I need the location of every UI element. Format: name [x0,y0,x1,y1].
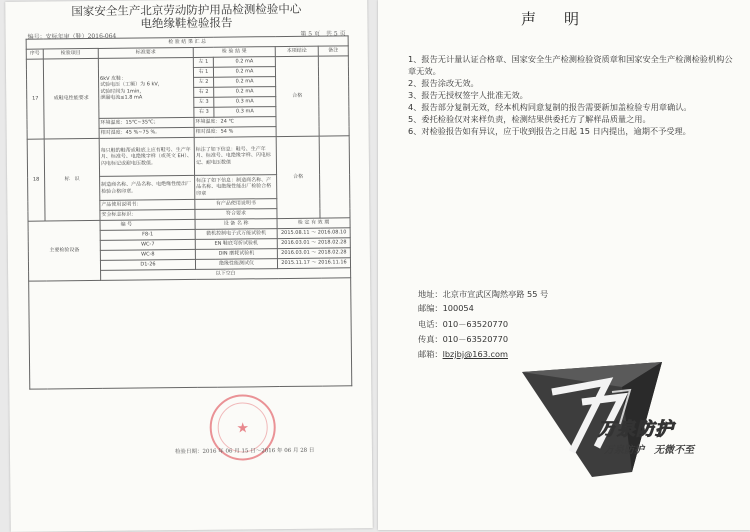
address: 地址：北京市宣武区陶然亭路 55 号 [418,289,549,299]
declaration-item: 5、委托检验仅对来样负责，检测结果供委托方了解样品质量之用。 [408,114,651,124]
equip-validity: 2015.11.17 ～ 2016.11.16 [277,258,350,269]
page-number: 第 5 页 共 5 页 [300,30,346,38]
declaration-item: 1、报告无计量认证合格章、国家安全生产检测检验资质章和国家安全生产检测检验机构公章无效。 [408,54,733,76]
report-page [5,0,373,532]
remark [318,56,349,136]
equip-name: DIN 磨耗试验机 [195,249,277,260]
manual-value: 有产品使用说明书 [195,199,277,210]
report-number: 编号：安标年审（鞋）2016-064 [27,32,117,41]
sample-value: 0.2 mA [213,57,275,68]
sample-label: 左 2 [194,77,214,87]
equip-header: 编 号 [100,219,195,230]
col-header: 标准要求 [98,47,193,58]
equip-code: D1-26 [100,259,195,270]
sample-value: 0.2 mA [214,87,276,98]
test-dates: 检验日期：2016 年 06 月 15 日～2016 年 06 月 28 日 [174,447,315,456]
declaration-title: 声明 [520,10,607,28]
env-hum-val: 相对湿度：54 % [194,127,276,138]
declaration-page [378,0,750,530]
equip-name: 微机控制电子式万能试验机 [195,229,277,240]
report-title: 电绝缘鞋检验报告 [140,15,233,31]
brand-name: 万泉防护 [598,419,674,440]
equip-code: F8-1 [100,229,195,240]
conclusion: 合格 [275,56,319,136]
phone: 电话：010－63520770 [418,319,509,329]
conclusion: 合格 [276,136,320,218]
summary-table [26,35,353,389]
declaration-item: 6、对检验报告如有异议，应于收到报告之日起 15 日内提出，逾期不予受理。 [408,126,691,136]
equip-validity: 2016.03.01 ～ 2018.02.28 [277,248,350,259]
mark-requirement: 制造商名称、产品名称、电绝缘性能出厂检验合格印章。 [100,175,195,200]
equip-header: 设 备 名 称 [195,219,277,230]
blank-area [29,278,352,389]
sample-value: 0.2 mA [213,67,275,78]
test-item: 标 识 [44,138,100,221]
sample-value: 0.3 mA [214,97,276,108]
sample-label: 左 3 [194,97,214,107]
declaration-item: 3、报告无授权签字人批准无效。 [408,90,528,100]
email-prefix: 邮箱： [418,349,443,359]
sample-label: 右 3 [194,107,214,117]
declaration-item: 4、报告部分复制无效，经本机构同意复制的报告需要新加盖检验专用章确认。 [408,102,692,112]
fax: 传真：010－63520770 [418,334,509,344]
equipment-label: 主要检验设备 [28,220,101,281]
remark [319,136,350,218]
org-title: 国家安全生产北京劳动防护用品检测检验中心 [71,1,302,19]
mark-requirement: 每只鞋的鞋帮或鞋底上应有鞋号、生产年月、标准号、电绝缘字样（或英文 EH）、闪电标记或耐电压数值。 [99,137,194,176]
mark-result: 标注了如下信息：鞋号、生产年月、标准号、电绝缘字样、闪电标记、耐电压数值 [194,137,276,176]
brand-slogan: 万泉防护 无微不至 [604,445,694,456]
row-number: 18 [27,139,45,221]
sample-label: 左 1 [193,57,213,67]
col-header: 备注 [318,46,348,56]
declaration-item: 2、报告涂改无效。 [408,78,479,88]
declaration-list [408,53,738,137]
equip-name: 绝缘性能测试仪 [195,259,277,270]
equip-code: WC-7 [100,239,195,250]
mark-result: 标注了如下信息：制造商名称、产品名称、电绝缘性能出厂检验合格印章 [195,175,277,200]
equip-code: WC-8 [100,249,195,260]
sample-label: 右 1 [193,67,213,77]
blank-below: 以下空白 [101,268,351,281]
env-hum-req: 相对湿度：45 %~75 %。 [99,127,194,138]
env-temp-val: 环境温度：24 ℃ [194,117,276,128]
env-temp-req: 环境温度：15℃~35℃； [99,117,194,128]
row-number: 17 [26,59,44,139]
manual-label: 产品使用说明书： [100,199,195,210]
col-header: 本项结论 [275,46,318,56]
requirement-text: 6kV 皮鞋： 试验电压（工频）为 6 kV， 试验时间为 1min， 泄漏电流≤1.8 mA [98,57,194,118]
col-header: 检 验 结 果 [193,47,275,58]
sample-value: 0.2 mA [214,77,276,88]
sample-value: 0.3 mA [214,107,276,118]
postcode: 邮编：100054 [418,303,474,313]
official-seal: ★ [209,394,276,461]
safety-mark-label: 安全标志标识： [100,209,195,220]
sample-label: 右 2 [194,87,214,97]
equip-name: EN 鞋底弯折试验机 [195,239,277,250]
col-header: 序号 [26,49,43,59]
equip-validity: 2016.03.01 ～ 2018.02.28 [277,238,350,249]
summary-header: 检 验 结 果 汇 总 [26,36,348,49]
email-row [418,349,508,360]
equip-validity: 2015.08.11 ～ 2016.08.10 [277,228,350,239]
test-item: 成鞋电性能要求 [43,58,99,139]
col-header: 检验项目 [43,48,98,59]
safety-mark-value: 符合要求 [195,209,277,220]
email-address[interactable]: lbzjbj@163.com [442,349,508,359]
equip-header: 检 定 有 效 期 [277,218,350,229]
